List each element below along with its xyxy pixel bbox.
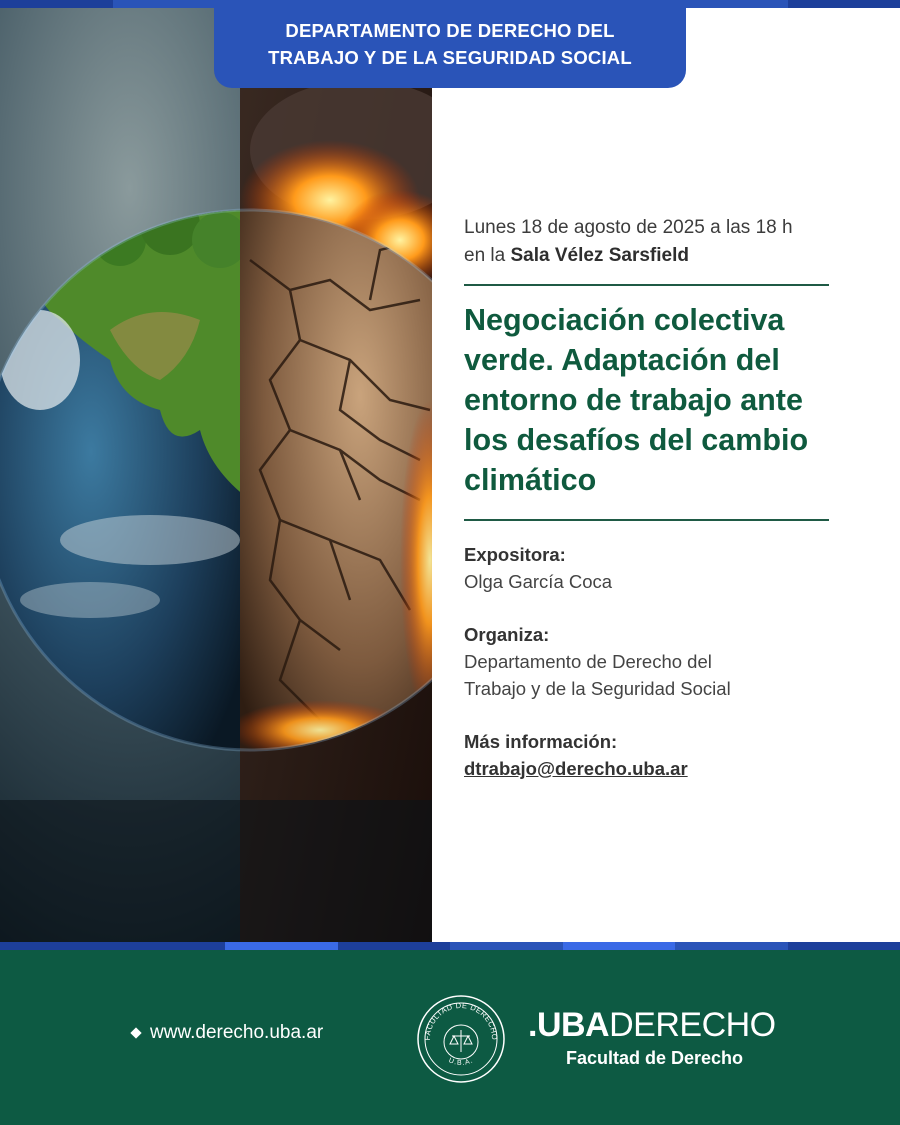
seal-text-bottom: U.B.A. bbox=[447, 1057, 475, 1067]
organizer-line-1: Departamento de Derecho del bbox=[464, 651, 712, 672]
stripe-segment bbox=[788, 942, 900, 950]
event-title: Negociación colectiva verde. Adaptación del entorno de trabajo ante los desafíos del cambio climático bbox=[464, 303, 809, 497]
event-venue: Sala Vélez Sarsfield bbox=[510, 245, 689, 266]
speaker-name: Olga García Coca bbox=[464, 571, 613, 592]
stripe-segment bbox=[788, 0, 900, 8]
footer bbox=[0, 950, 900, 1125]
logo-uba: .UBA bbox=[528, 1006, 610, 1044]
stripe-segment bbox=[563, 942, 676, 950]
logo-derecho: DERECHO bbox=[609, 1006, 776, 1044]
uba-derecho-logo bbox=[528, 1006, 776, 1070]
logo-subtitle: Facultad de Derecho bbox=[566, 1048, 744, 1068]
event-details bbox=[464, 214, 832, 782]
faculty-seal-icon bbox=[416, 994, 506, 1084]
stripe-segment bbox=[338, 942, 451, 950]
website-link[interactable] bbox=[132, 1022, 323, 1044]
stripe-segment bbox=[0, 0, 113, 8]
more-info-label: Más información: bbox=[464, 731, 618, 752]
stripe-segment bbox=[225, 942, 338, 950]
organizer-line-2: Trabajo y de la Seguridad Social bbox=[464, 678, 731, 699]
footer-accent-stripe bbox=[0, 942, 900, 950]
seal-text-top: FACULTAD DE DERECHO bbox=[422, 1000, 500, 1041]
stripe-segment bbox=[675, 0, 788, 8]
earth-half-green-half-burning-icon bbox=[0, 0, 432, 942]
event-date: Lunes 18 de agosto de 2025 a las 18 h bbox=[464, 217, 793, 238]
contact-email-link[interactable]: dtrabajo@derecho.uba.ar bbox=[464, 758, 688, 779]
divider bbox=[464, 284, 829, 286]
speaker-block bbox=[464, 541, 832, 595]
earth-climate-illustration bbox=[0, 0, 432, 942]
stripe-segment bbox=[675, 942, 788, 950]
more-info-block bbox=[464, 728, 832, 782]
event-venue-line bbox=[464, 242, 832, 270]
organizer-label: Organiza: bbox=[464, 624, 550, 645]
venue-prefix: en la bbox=[464, 245, 511, 266]
department-header-line-1: DEPARTAMENTO DE DERECHO DEL bbox=[285, 20, 615, 41]
website-url: www.derecho.uba.ar bbox=[150, 1022, 324, 1043]
organizer-block bbox=[464, 621, 832, 702]
divider bbox=[464, 519, 829, 521]
speaker-label: Expositora: bbox=[464, 544, 566, 565]
stripe-segment bbox=[113, 942, 226, 950]
department-header-line-2: TRABAJO Y DE LA SEGURIDAD SOCIAL bbox=[268, 47, 632, 68]
logo-wordmark bbox=[528, 1006, 776, 1044]
department-header bbox=[214, 0, 686, 88]
stripe-segment bbox=[450, 942, 563, 950]
diamond-bullet-icon bbox=[130, 1027, 141, 1038]
stripe-segment bbox=[113, 0, 226, 8]
stripe-segment bbox=[0, 942, 113, 950]
organizer-name bbox=[464, 648, 832, 702]
